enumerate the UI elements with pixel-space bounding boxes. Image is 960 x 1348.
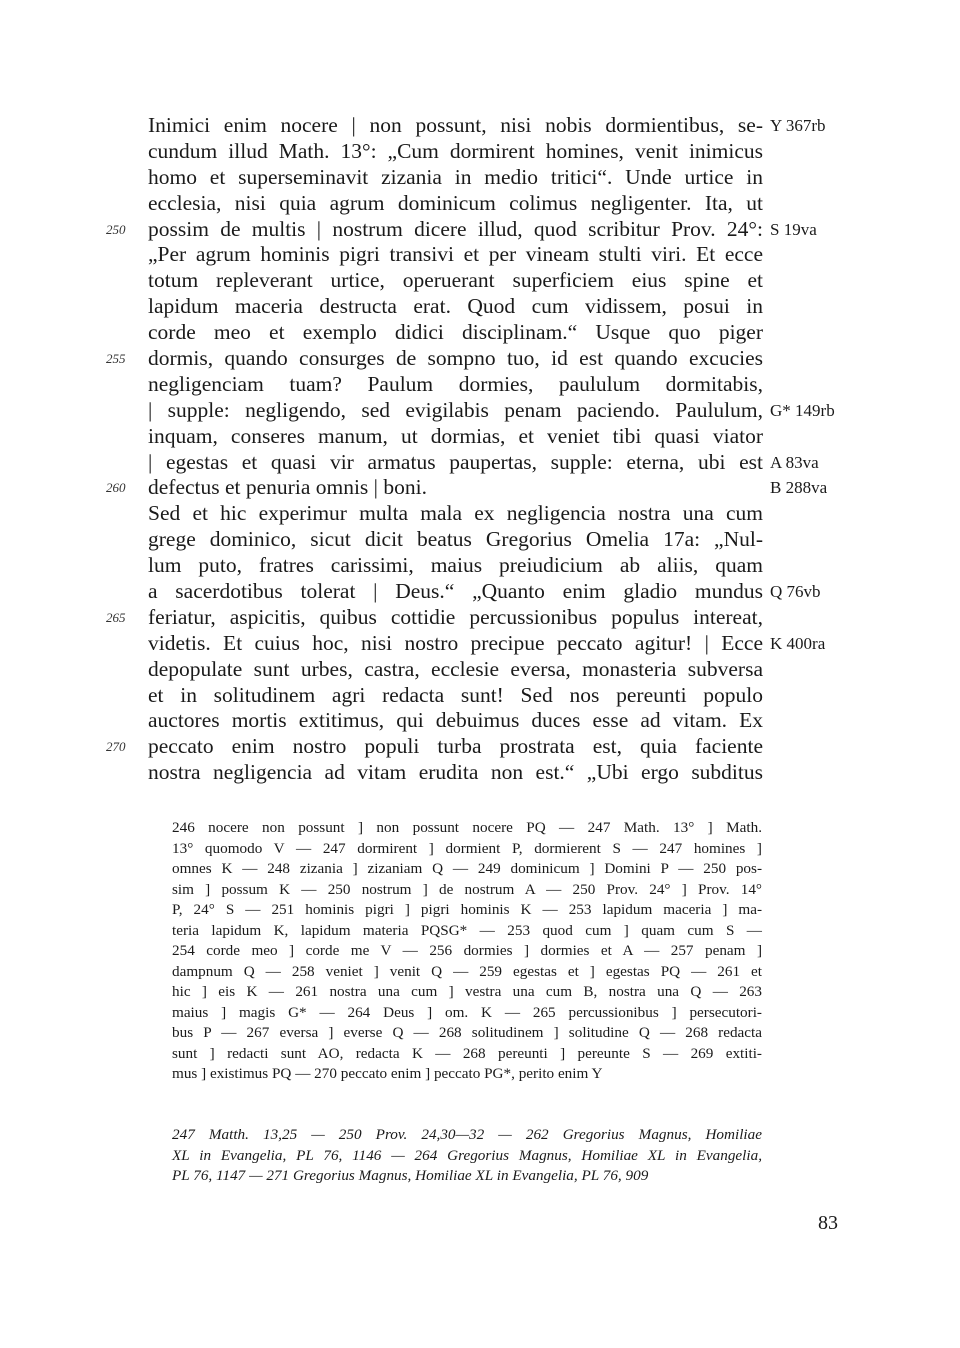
line-text: „Per agrum hominis pigri transivi et per vineam stulti viri. Et ecce — [148, 242, 763, 267]
line-number: 250 — [106, 221, 126, 237]
text-line — [0, 242, 960, 268]
line-text: feriatur, aspicitis, quibus cottidie percussionibus populus intereat, — [148, 604, 763, 629]
manuscript-folio-marker: G* 149rb — [770, 400, 835, 420]
text-line — [0, 527, 960, 553]
manuscript-folio-marker: S 19va — [770, 219, 817, 239]
page-number: 83 — [818, 1212, 838, 1234]
line-number: 270 — [106, 739, 126, 755]
source-line: XL in Evangelia, PL 76, 1146 — 264 Gregorius Magnus, Homiliae XL in Evangelia, — [172, 1146, 762, 1164]
line-text: ecclesia, nisi quia agrum dominicum colimus negligenter. Ita, ut — [148, 190, 763, 215]
source-line: 247 Matth. 13,25 — 250 Prov. 24,30—32 — 262 Gregorius Magnus, Homiliae — [172, 1126, 762, 1143]
apparatus-line: hic ] eis K — 261 nostra una cum ] vestra una cum B, nostra una Q — 263 — [172, 983, 762, 1000]
source-line: PL 76, 1147 — 271 Gregorius Magnus, Homiliae XL in Evangelia, PL 76, 909 — [172, 1167, 649, 1184]
line-text: depopulate sunt urbes, castra, ecclesie eversa, monasteria subversa — [148, 656, 763, 681]
apparatus-line: sunt ] redacti sunt AO, redacta K — 268 pereunti ] pereunte S — 269 extiti- — [172, 1044, 762, 1062]
line-text: Inimici enim nocere | non possunt, nisi nobis dormientibus, se- — [148, 113, 763, 137]
apparatus-line: 13° quomodo V — 247 dormirent ] dormient P, dormierent S — 247 homines ] — [172, 839, 762, 857]
text-line — [0, 708, 960, 734]
text-line — [0, 191, 960, 217]
text-line — [0, 579, 960, 605]
text-line — [0, 424, 960, 450]
text-line — [0, 320, 960, 346]
line-text: et in solitudinem agri redacta sunt! Sed nos pereunti populo — [148, 682, 763, 707]
line-text: totum repleverant urtice, operuerant superficiem eius spine et — [148, 268, 763, 293]
line-text: negligenciam tuam? Paulum dormies, paululum dormitabis, — [148, 371, 763, 396]
manuscript-folio-marker: K 400ra — [770, 633, 826, 653]
line-text: cundum illud Math. 13°: „Cum dormirent homines, venit inimicus — [148, 138, 763, 163]
text-line — [0, 553, 960, 579]
main-text — [0, 113, 960, 786]
text-line — [0, 165, 960, 191]
text-line — [0, 657, 960, 683]
text-line — [0, 294, 960, 320]
text-line — [0, 734, 960, 760]
apparatus-line: dampnum Q — 258 veniet ] venit Q — 259 egestas et ] egestas PQ — 261 et — [172, 962, 762, 980]
apparatus-line: 254 corde meo ] corde me V — 256 dormies ] dormies et A — 257 penam ] — [172, 942, 762, 959]
line-text: peccato enim nostro populi turba prostrata est, quia faciente — [148, 734, 763, 759]
line-text: lapidum maceria destructa erat. Quod cum vidissem, posui in — [148, 294, 763, 319]
line-text: grege dominico, sicut dicit beatus Gregorius Omelia 17a: „Nul- — [148, 527, 763, 552]
text-line — [0, 450, 960, 476]
line-text: dormis, quando consurges de sompno tuo, id est quando excucies — [148, 346, 763, 371]
line-text: Sed et hic experimur multa mala ex negligencia nostra una cum — [148, 501, 763, 526]
text-line — [0, 605, 960, 631]
line-text: homo et superseminavit zizania in medio tritici“. Unde urtice in — [148, 164, 763, 189]
line-text: lum puto, fratres carissimi, maius preiudicium ab aliis, quam — [148, 553, 763, 578]
apparatus-line: 246 nocere non possunt ] non possunt nocere PQ — 247 Math. 13° ] Math. — [172, 819, 762, 836]
text-line — [0, 475, 960, 501]
line-text: a sacerdotibus tolerat | Deus.“ „Quanto enim gladio mundus — [148, 579, 763, 604]
manuscript-folio-marker: A 83va — [770, 452, 819, 472]
text-line — [0, 683, 960, 709]
apparatus-line: omnes K — 248 zizania ] zizaniam Q — 249 dominicum ] Domini P — 250 pos- — [172, 860, 762, 877]
text-line — [0, 760, 960, 786]
text-line — [0, 113, 960, 139]
text-line — [0, 268, 960, 294]
apparatus-line: teria lapidum K, lapidum materia PQSG* — 253 quod cum ] quam cum S — — [172, 921, 762, 939]
line-text: inquam, conseres manum, ut dormias, et veniet tibi quasi viator — [148, 423, 763, 448]
source-notes — [172, 1125, 762, 1187]
text-line — [0, 631, 960, 657]
manuscript-folio-marker: Q 76vb — [770, 582, 821, 602]
manuscript-folio-marker: B 288va — [770, 478, 828, 498]
line-number: 265 — [106, 609, 126, 625]
text-line — [0, 372, 960, 398]
text-line — [0, 217, 960, 243]
text-line — [0, 501, 960, 527]
apparatus-line: P, 24° S — 251 hominis pigri ] pigri hominis K — 253 lapidum maceria ] ma- — [172, 901, 762, 918]
critical-apparatus — [172, 818, 762, 1085]
apparatus-line: maius ] magis G* — 264 Deus ] om. K — 265 percussionibus ] persecutori- — [172, 1003, 762, 1021]
apparatus-line: mus ] existimus PQ — 270 peccato enim ] peccato PG*, perito enim Y — [172, 1065, 603, 1082]
line-text: | egestas et quasi vir armatus paupertas, supple: eterna, ubi est — [148, 449, 763, 474]
text-line — [0, 139, 960, 165]
line-text: defectus et penuria omnis | boni. — [148, 475, 427, 500]
line-text: | supple: negligendo, sed evigilabis penam paciendo. Paululum, — [148, 397, 763, 422]
line-text: auctores mortis extitimus, qui debuimus duces esse ad vitam. Ex — [148, 708, 763, 733]
text-line — [0, 346, 960, 372]
line-number: 255 — [106, 351, 126, 367]
apparatus-line: bus P — 267 eversa ] everse Q — 268 solitudinem ] solitudine Q — 268 redacta — [172, 1024, 762, 1041]
line-text: videtis. Et cuius hoc, nisi nostro precipue peccato agitur! | Ecce — [148, 630, 763, 655]
manuscript-folio-marker: Y 367rb — [770, 116, 826, 135]
line-number: 260 — [106, 480, 126, 496]
line-text: possim de multis | nostrum dicere illud, quod scribitur Prov. 24°: — [148, 216, 763, 241]
apparatus-line: sim ] possum K — 250 nostrum ] de nostrum A — 250 Prov. 24° ] Prov. 14° — [172, 880, 762, 898]
line-text: nostra negligencia ad vitam erudita non est.“ „Ubi ergo subditus — [148, 760, 763, 785]
line-text: corde meo et exemplo didici disciplinam.“ Usque quo piger — [148, 320, 763, 345]
text-line — [0, 398, 960, 424]
